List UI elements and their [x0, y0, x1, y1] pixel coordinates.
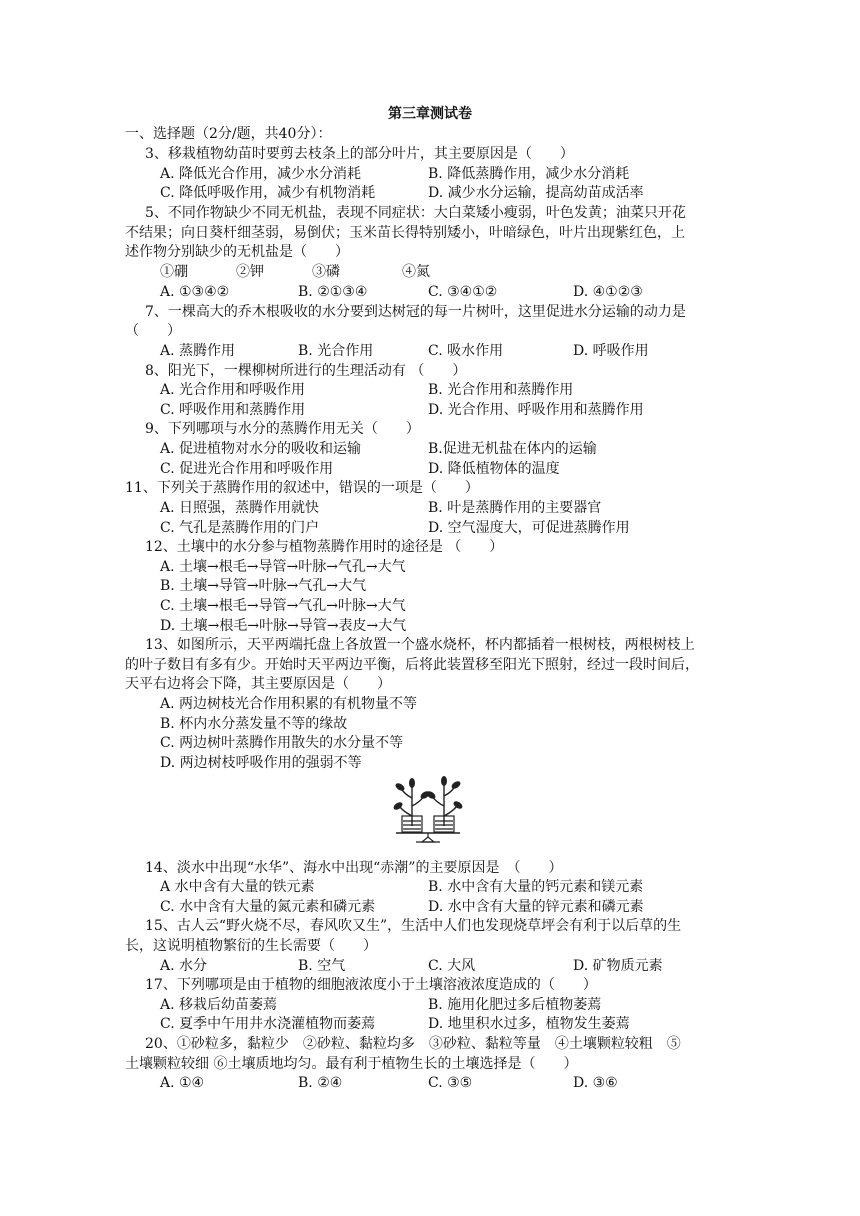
question-12-stem: 12、土壤中的水分参与植物蒸腾作用时的途径是 （ ） [145, 539, 504, 555]
q8-option-a: A. 光合作用和呼吸作用 [160, 382, 306, 398]
q8-option-b: B. 光合作用和蒸腾作用 [428, 382, 574, 398]
question-8-stem: 8、阳光下，一棵柳树所进行的生理活动有 （ ） [145, 363, 467, 379]
question-9-stem: 9、下列哪项与水分的蒸腾作用无关（ ） [145, 421, 420, 437]
q3-option-c: C. 降低呼吸作用，减少有机物消耗 [160, 185, 376, 201]
q8-option-d: D. 光合作用、呼吸作用和蒸腾作用 [428, 402, 644, 418]
question-15-line1: 15、古人云“野火烧不尽，春风吹又生”，生活中人们也发现烧草坪会有利于以后草的生 [145, 918, 682, 934]
question-20-line2: 土壤颗粒较细 ⑥土壤质地均匀。最有利于植物生长的土壤选择是（ ） [125, 1056, 578, 1072]
q5-item-1: ①硼 [160, 264, 188, 280]
q20-option-a: A. ①④ [160, 1075, 205, 1091]
q5-option-c: C. ③④①② [428, 284, 498, 300]
section-heading: 一、选择题（2分/题，共40分）： [125, 126, 332, 142]
q17-option-c: C. 夏季中午用井水浇灌植物而萎蔫 [160, 1016, 376, 1032]
q15-option-d: D. 矿物质元素 [573, 958, 663, 974]
q13-option-b: B. 杯内水分蒸发量不等的缘故 [160, 716, 348, 732]
question-17-stem: 17、下列哪项是由于植物的细胞液浓度小于土壤溶液浓度造成的（ ） [145, 977, 597, 993]
question-13-line2: 的叶子数目有多有少。开始时天平两边平衡，后将此装置移至阳光下照射，经过一段时间后， [125, 657, 699, 673]
q9-option-a: A. 促进植物对水分的吸收和运输 [160, 441, 362, 457]
q8-option-c: C. 呼吸作用和蒸腾作用 [160, 402, 306, 418]
q5-option-a: A. ①③④② [160, 284, 230, 300]
q17-option-a: A. 移栽后幼苗萎蔫 [160, 997, 278, 1013]
question-13-line3: 天平右边将会下降，其主要原因是（ ） [125, 676, 391, 692]
q11-option-a: A. 日照强，蒸腾作用就快 [160, 500, 320, 516]
question-5-line3: 述作物分别缺少的无机盐是（ ） [125, 244, 349, 260]
q5-option-d: D. ④①②③ [573, 284, 643, 300]
question-15-line2: 长，这说明植物繁衍的生长需要（ ） [125, 938, 377, 954]
q11-option-c: C. 气孔是蒸腾作用的门户 [160, 520, 320, 536]
q13-option-c: C. 两边树叶蒸腾作用散失的水分量不等 [160, 735, 404, 751]
question-7-line1: 7、一棵高大的乔木根吸收的水分要到达树冠的每一片树叶，这里促进水分运输的动力是 [145, 304, 686, 320]
q14-option-c: C. 水中含有大量的氮元素和磷元素 [160, 899, 376, 915]
q5-item-2: ②钾 [236, 264, 264, 280]
q3-option-b: B. 降低蒸腾作用，减少水分消耗 [428, 166, 630, 182]
q12-option-b: B. 土壤→导管→叶脉→气孔→大气 [160, 578, 367, 594]
q13-option-d: D. 两边树枝呼吸作用的强弱不等 [160, 755, 362, 771]
question-11-stem: 11、下列关于蒸腾作用的叙述中，错误的一项是（ ） [125, 480, 479, 496]
q12-option-a: A. 土壤→根毛→导管→叶脉→气孔→大气 [160, 559, 406, 575]
q7-option-c: C. 吸水作用 [428, 343, 504, 359]
question-14-stem: 14、淡水中出现“水华”、海水中出现“赤潮”的主要原因是 （ ） [145, 860, 563, 876]
q20-option-c: C. ③⑤ [428, 1075, 473, 1091]
q7-option-d: D. 呼吸作用 [573, 343, 649, 359]
q13-option-a: A. 两边树枝光合作用积累的有机物量不等 [160, 696, 418, 712]
q17-option-d: D. 地里积水过多，植物发生萎蔫 [428, 1016, 630, 1032]
q12-option-d: D. 土壤→根毛→叶脉→导管→表皮→大气 [160, 618, 407, 634]
q7-option-b: B. 光合作用 [298, 343, 374, 359]
question-3-stem: 3、移栽植物幼苗时要剪去枝条上的部分叶片，其主要原因是（ ） [145, 146, 574, 162]
question-13-line1: 13、如图所示，天平两端托盘上各放置一个盛水烧杯，杯内都插着一根树枝，两根树枝上 [145, 637, 695, 653]
q5-item-4: ④氮 [402, 264, 430, 280]
question-5-line1: 5、不同作物缺少不同无机盐，表现不同症状：大白菜矮小瘦弱，叶色发黄；油菜只开花 [145, 205, 686, 221]
q9-option-d: D. 降低植物体的温度 [428, 461, 560, 477]
q14-option-a: A 水中含有大量的铁元素 [160, 879, 315, 895]
question-5-line2: 不结果；向日葵杆细茎弱，易倒伏；玉米苗长得特别矮小，叶暗绿色，叶片出现紫红色，上 [125, 225, 685, 241]
q14-option-b: B. 水中含有大量的钙元素和镁元素 [428, 879, 644, 895]
q12-option-c: C. 土壤→根毛→导管→气孔→叶脉→大气 [160, 598, 406, 614]
q17-option-b: B. 施用化肥过多后植物萎蔫 [428, 997, 602, 1013]
q7-option-a: A. 蒸腾作用 [160, 343, 236, 359]
q15-option-b: B. 空气 [298, 958, 346, 974]
q5-option-b: B. ②①③④ [298, 284, 368, 300]
q5-item-3: ③磷 [312, 264, 340, 280]
q9-option-b: B.促进无机盐在体内的运输 [428, 441, 597, 457]
q15-option-a: A. 水分 [160, 958, 208, 974]
q3-option-d: D. 减少水分运输，提高幼苗成活率 [428, 185, 644, 201]
q3-option-a: A. 降低光合作用，减少水分消耗 [160, 166, 362, 182]
question-20-line1: 20、①砂粒多，黏粒少 ②砂粒、黏粒均多 ③砂粒、黏粒等量 ④土壤颗粒较粗 ⑤ [145, 1036, 681, 1052]
q11-option-d: D. 空气湿度大，可促进蒸腾作用 [428, 520, 630, 536]
balance-plants-figure [388, 776, 468, 844]
q20-option-d: D. ③⑥ [573, 1075, 618, 1091]
q9-option-c: C. 促进光合作用和呼吸作用 [160, 461, 334, 477]
q20-option-b: B. ②④ [298, 1075, 343, 1091]
q15-option-c: C. 大风 [428, 958, 476, 974]
question-7-line2: （ ） [125, 323, 181, 339]
q11-option-b: B. 叶是蒸腾作用的主要器官 [428, 500, 602, 516]
q14-option-d: D. 水中含有大量的锌元素和磷元素 [428, 899, 644, 915]
page-title: 第三章测试卷 [388, 106, 472, 122]
